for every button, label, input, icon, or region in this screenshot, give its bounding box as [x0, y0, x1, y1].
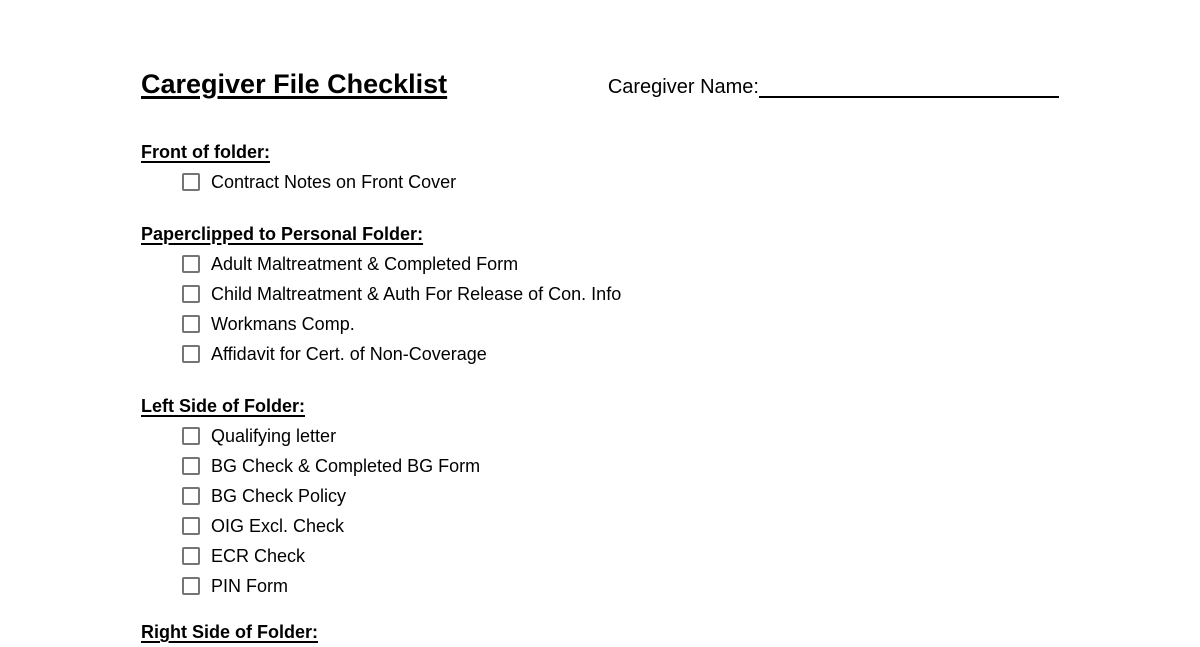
checkbox-icon[interactable] [182, 285, 200, 303]
checkbox-icon[interactable] [182, 547, 200, 565]
checkbox-icon[interactable] [182, 517, 200, 535]
checkbox-icon[interactable] [182, 457, 200, 475]
checkbox-icon[interactable] [182, 577, 200, 595]
checklist-item-label: Child Maltreatment & Auth For Release of Con. Info [211, 283, 622, 304]
caregiver-name-input[interactable] [759, 80, 1059, 98]
checklist-item-label: ECR Check [211, 545, 306, 566]
section-heading: Left Side of Folder: [141, 396, 305, 416]
checklist-item [141, 309, 1140, 339]
checkbox-icon[interactable] [182, 427, 200, 445]
checklist-item [141, 279, 1140, 309]
checklist-item-label: Qualifying letter [211, 425, 337, 446]
checklist-item [141, 511, 1140, 541]
caregiver-name-field [608, 76, 1059, 99]
checklist-section [141, 219, 1140, 369]
checkbox-icon[interactable] [182, 173, 200, 191]
checklist-item-label: Adult Maltreatment & Completed Form [211, 253, 519, 274]
section-heading: Front of folder: [141, 142, 270, 162]
checklist-section [141, 617, 1140, 647]
checklist-item [141, 421, 1140, 451]
checklist-item [141, 541, 1140, 571]
checklist-item [141, 451, 1140, 481]
checklist-item-label: PIN Form [211, 575, 289, 596]
checklist-section [141, 391, 1140, 601]
checklist-item-label: Workmans Comp. [211, 313, 355, 334]
checklist-item-label: Affidavit for Cert. of Non-Coverage [211, 343, 487, 364]
section-items [141, 249, 1140, 369]
checkbox-icon[interactable] [182, 487, 200, 505]
section-heading: Right Side of Folder: [141, 622, 318, 642]
checklist-item [141, 167, 1140, 197]
checklist-item-label: BG Check Policy [211, 485, 347, 506]
section-items [141, 167, 1140, 197]
page-title: Caregiver File Checklist [141, 69, 448, 99]
checklist-sections [141, 137, 1140, 647]
checklist-section [141, 137, 1140, 197]
checklist-item-label: Contract Notes on Front Cover [211, 171, 457, 192]
checklist-item [141, 571, 1140, 601]
checklist-item-label: OIG Excl. Check [211, 515, 345, 536]
section-heading: Paperclipped to Personal Folder: [141, 224, 424, 244]
checklist-item [141, 481, 1140, 511]
section-items [141, 421, 1140, 601]
checklist-item-label: BG Check & Completed BG Form [211, 455, 481, 476]
checkbox-icon[interactable] [182, 255, 200, 273]
checkbox-icon[interactable] [182, 345, 200, 363]
checklist-item [141, 339, 1140, 369]
checklist-item [141, 249, 1140, 279]
checkbox-icon[interactable] [182, 315, 200, 333]
document-header [141, 68, 1059, 101]
caregiver-name-label: Caregiver Name: [607, 76, 759, 98]
